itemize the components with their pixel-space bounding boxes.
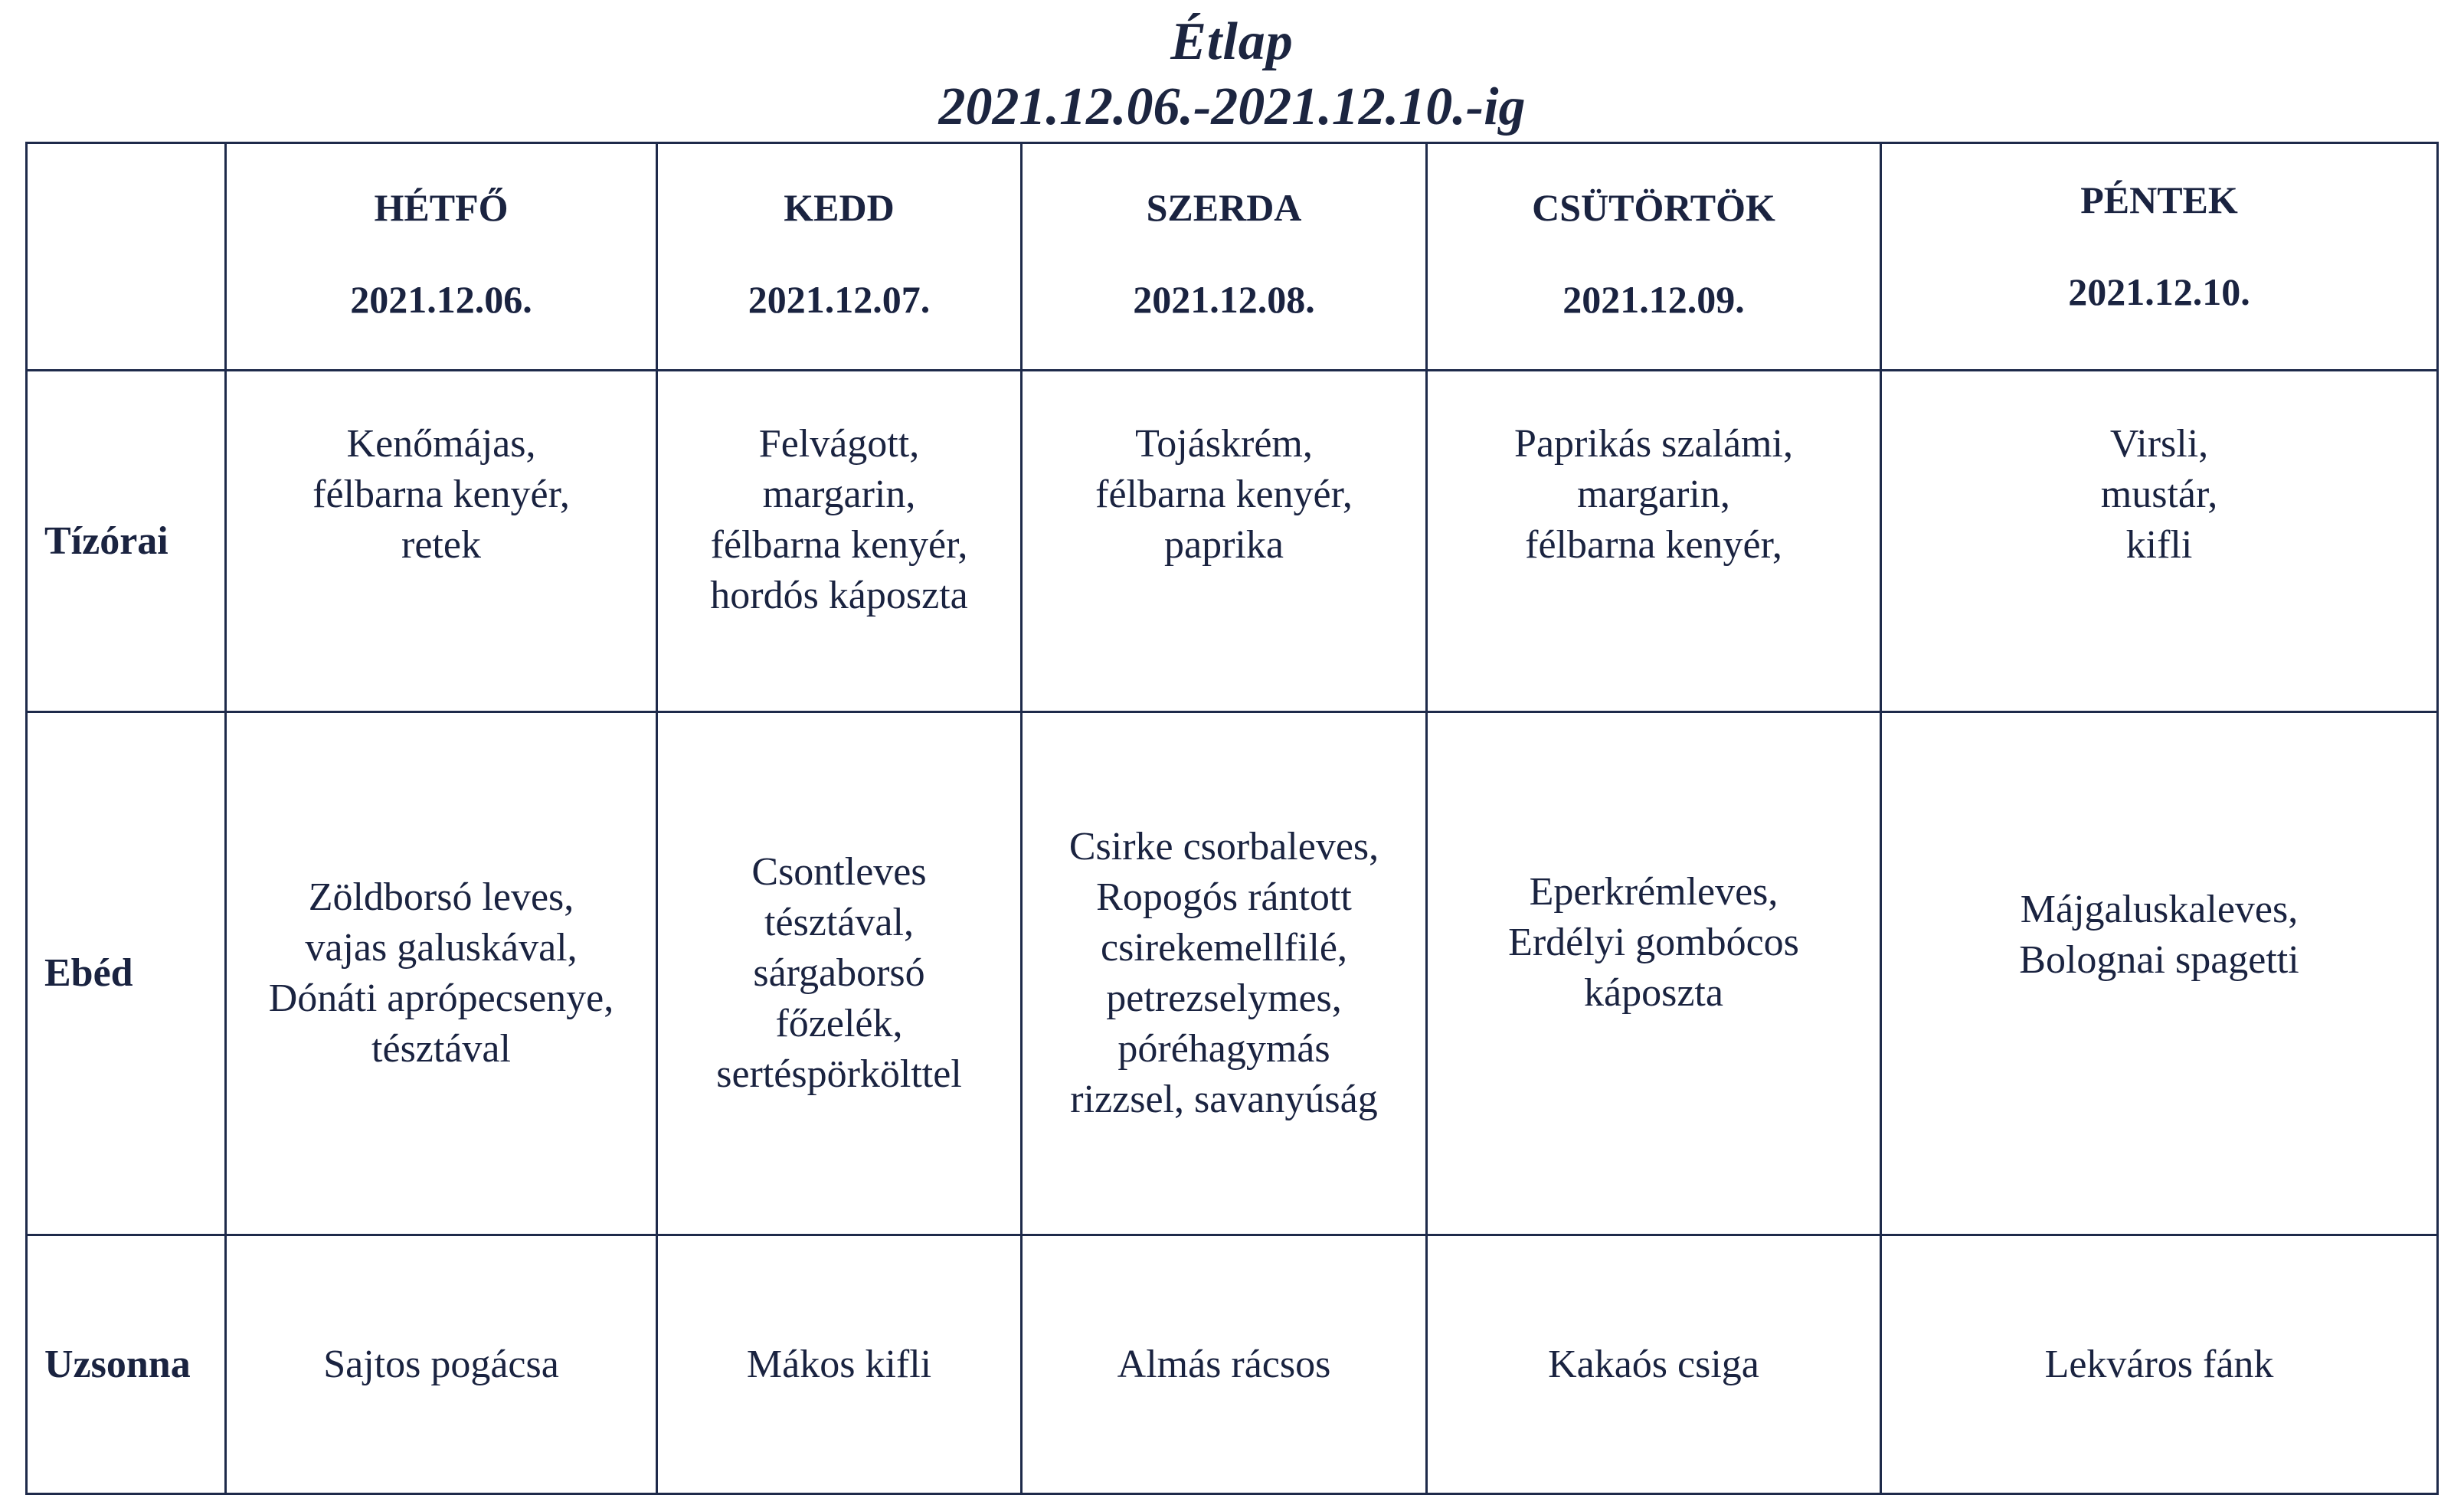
menu-item: sertéspörkölttel bbox=[716, 1052, 962, 1096]
menu-item: csirekemellfilé, bbox=[1101, 926, 1347, 970]
menu-cell bbox=[1022, 712, 1427, 1235]
weekly-menu-table bbox=[25, 142, 2439, 1495]
menu-item: petrezselymes, bbox=[1106, 976, 1342, 1020]
day-header-wednesday bbox=[1022, 143, 1427, 371]
day-name: HÉTFŐ bbox=[374, 186, 509, 229]
meal-row-ebed bbox=[27, 712, 2438, 1235]
menu-item: paprika bbox=[1164, 523, 1284, 567]
menu-cell bbox=[657, 371, 1022, 712]
day-date: 2021.12.10. bbox=[2068, 270, 2250, 313]
menu-item: félbarna kenyér, bbox=[1525, 523, 1782, 567]
meal-label: Tízórai bbox=[27, 371, 226, 712]
meal-label: Ebéd bbox=[27, 712, 226, 1235]
menu-item: főzelék, bbox=[775, 1002, 903, 1045]
day-header-tuesday bbox=[657, 143, 1022, 371]
menu-item: Tojáskrém, bbox=[1135, 422, 1313, 466]
page-title: Étlap bbox=[1170, 12, 1294, 71]
menu-item: félbarna kenyér, bbox=[1095, 473, 1353, 516]
menu-item: margarin, bbox=[762, 473, 916, 516]
menu-item: Csirke csorbaleves, bbox=[1068, 825, 1379, 868]
menu-item: mustár, bbox=[2100, 473, 2218, 516]
day-date: 2021.12.08. bbox=[1133, 278, 1315, 321]
menu-item: Sajtos pogácsa bbox=[323, 1342, 559, 1386]
day-date: 2021.12.09. bbox=[1562, 278, 1745, 321]
menu-cell bbox=[1022, 371, 1427, 712]
menu-item: Kakaós csiga bbox=[1548, 1342, 1759, 1386]
day-name: SZERDA bbox=[1146, 186, 1302, 229]
menu-item: tésztával, bbox=[764, 901, 914, 944]
menu-cell bbox=[1881, 1235, 2438, 1494]
day-header-friday bbox=[1881, 143, 2438, 371]
menu-cell bbox=[1427, 1235, 1881, 1494]
menu-item: Lekváros fánk bbox=[2044, 1342, 2274, 1386]
day-name: PÉNTEK bbox=[2080, 178, 2238, 221]
menu-cell bbox=[657, 712, 1022, 1235]
menu-item: Felvágott, bbox=[758, 422, 920, 466]
menu-item: hordós káposzta bbox=[710, 574, 968, 617]
menu-item: margarin, bbox=[1577, 473, 1730, 516]
menu-item: vajas galuskával, bbox=[305, 926, 578, 970]
meal-label: Uzsonna bbox=[27, 1235, 226, 1494]
meal-row-tizorai bbox=[27, 371, 2438, 712]
menu-cell bbox=[1881, 712, 2438, 1235]
menu-item: póréhagymás bbox=[1117, 1027, 1330, 1071]
meal-row-uzsonna bbox=[27, 1235, 2438, 1494]
menu-cell bbox=[657, 1235, 1022, 1494]
menu-cell bbox=[1427, 371, 1881, 712]
day-date: 2021.12.07. bbox=[748, 278, 931, 321]
menu-item: Mákos kifli bbox=[746, 1342, 932, 1386]
header-row bbox=[27, 143, 2438, 371]
menu-item: Erdélyi gombócos bbox=[1508, 921, 1799, 964]
menu-item: Almás rácsos bbox=[1117, 1342, 1331, 1386]
menu-item: félbarna kenyér, bbox=[312, 473, 570, 516]
menu-cell bbox=[1427, 712, 1881, 1235]
menu-item: retek bbox=[401, 523, 481, 567]
menu-item: Zöldborsó leves, bbox=[308, 875, 574, 919]
menu-item: rizzsel, savanyúság bbox=[1070, 1078, 1378, 1121]
menu-cell bbox=[1022, 1235, 1427, 1494]
menu-item: félbarna kenyér, bbox=[710, 523, 968, 567]
day-date: 2021.12.06. bbox=[350, 278, 532, 321]
day-name: KEDD bbox=[784, 186, 895, 229]
day-header-monday bbox=[226, 143, 657, 371]
menu-item: Csontleves bbox=[751, 850, 927, 894]
menu-item: Májgaluskaleves, bbox=[2020, 888, 2299, 931]
menu-item: kifli bbox=[2125, 523, 2193, 567]
day-header-thursday bbox=[1427, 143, 1881, 371]
menu-item: Eperkrémleves, bbox=[1529, 870, 1778, 914]
corner-cell bbox=[27, 143, 226, 371]
menu-item: sárgaborsó bbox=[753, 951, 925, 995]
menu-item: Bolognai spagetti bbox=[2019, 938, 2299, 982]
date-range: 2021.12.06.-2021.12.10.-ig bbox=[938, 77, 1526, 136]
menu-item: káposzta bbox=[1584, 971, 1723, 1015]
menu-cell bbox=[226, 712, 657, 1235]
menu-item: Virsli, bbox=[2109, 422, 2209, 466]
menu-item: Paprikás szalámi, bbox=[1514, 422, 1793, 466]
menu-cell bbox=[226, 371, 657, 712]
menu-item: tésztával bbox=[371, 1027, 511, 1071]
menu-item: Dónáti aprópecsenye, bbox=[268, 976, 614, 1020]
menu-item: Kenőmájas, bbox=[346, 422, 536, 466]
menu-cell bbox=[226, 1235, 657, 1494]
menu-cell bbox=[1881, 371, 2438, 712]
day-name: CSÜTÖRTÖK bbox=[1532, 186, 1775, 229]
menu-item: Ropogós rántott bbox=[1096, 875, 1352, 919]
